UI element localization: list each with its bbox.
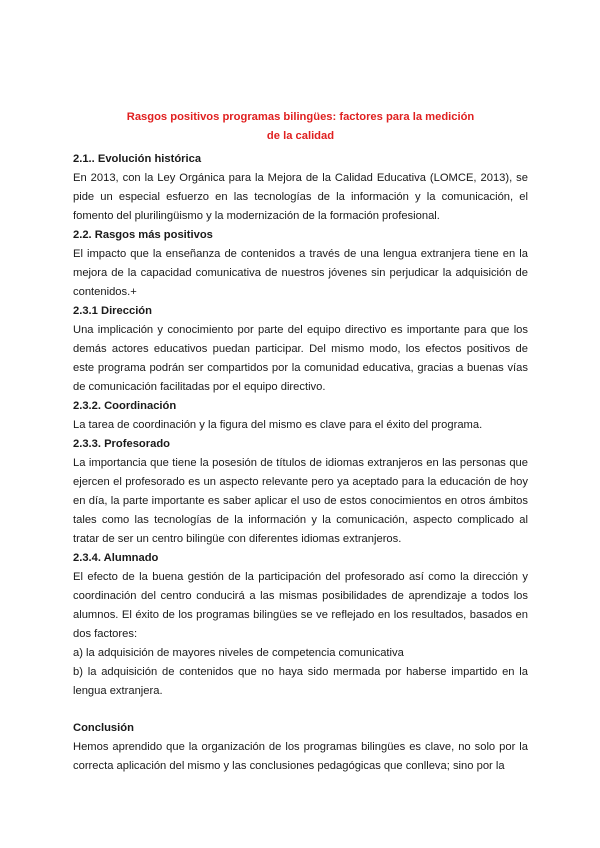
section-heading-conclusion: Conclusión [73, 722, 134, 734]
section-heading-2-1: 2.1.. Evolución histórica [73, 153, 202, 165]
section-heading-2-2: 2.2. Rasgos más positivos [73, 229, 213, 241]
section-text-2-3-1: Una implicación y conocimiento por parte del equipo directivo es importante para que los demás actores educativos puedan participar. Del mismo modo, los efectos positivos de este programa podrán ser compartidos por la comunidad educativa, gracias a buenas vías de comunicación facilitadas por el equipo directivo. [73, 324, 528, 393]
list-item-a: a) la adquisición de mayores niveles de competencia comunicativa [73, 647, 404, 659]
section-text-2-3-2: La tarea de coordinación y la figura del mismo es clave para el éxito del programa. [73, 419, 483, 431]
list-item-b: b) la adquisición de contenidos que no haya sido mermada por haberse impartido en la lengua extranjera. [73, 666, 528, 697]
section-heading-2-3-2: 2.3.2. Coordinación [73, 400, 177, 412]
section-heading-2-3-3: 2.3.3. Profesorado [73, 438, 170, 450]
title-line-1: Rasgos positivos programas bilingües: factores para la medición [126, 111, 475, 123]
section-heading-2-3-1: 2.3.1 Dirección [73, 305, 152, 317]
section-text-2-2: El impacto que la enseñanza de contenidos a través de una lengua extranjera tiene en la mejora de la capacidad comunicativa de nuestros jóvenes sin perjudicar la adquisición de contenidos.+ [73, 248, 528, 298]
document-title [73, 108, 528, 146]
section-heading-2-3-4: 2.3.4. Alumnado [73, 552, 159, 564]
section-text-2-3-3: La importancia que tiene la posesión de títulos de idiomas extranjeros en las personas que ejercen el profesorado es un aspecto relevante pero ya aceptado para la educación de hoy en día, la parte importante es saber aplicar el uso de estos conocimientos en otros ámbitos tales como las tecnologías de la información y la comunicación, aspecto complicado al tratar de ser un centro bilingüe con diferentes idiomas extranjeros. [73, 457, 528, 545]
section-text-2-1: En 2013, con la Ley Orgánica para la Mejora de la Calidad Educativa (LOMCE, 2013), se pide un especial esfuerzo en las tecnologías de la información y la comunicación, el fomento del plurilingüismo y la modernización de la formación profesional. [73, 172, 528, 222]
section-text-2-3-4: El efecto de la buena gestión de la participación del profesorado así como la dirección y coordinación del centro conducirá a las mismas posibilidades de aprendizaje a todos los alumnos. El éxito de los programas bilingües se ve reflejado en los resultados, basados en dos factores: [73, 571, 528, 640]
title-line-2: de la calidad [266, 130, 335, 142]
section-text-conclusion: Hemos aprendido que la organización de los programas bilingües es clave, no solo por la correcta aplicación del mismo y las conclusiones pedagógicas que conlleva; sino por la [73, 741, 528, 772]
